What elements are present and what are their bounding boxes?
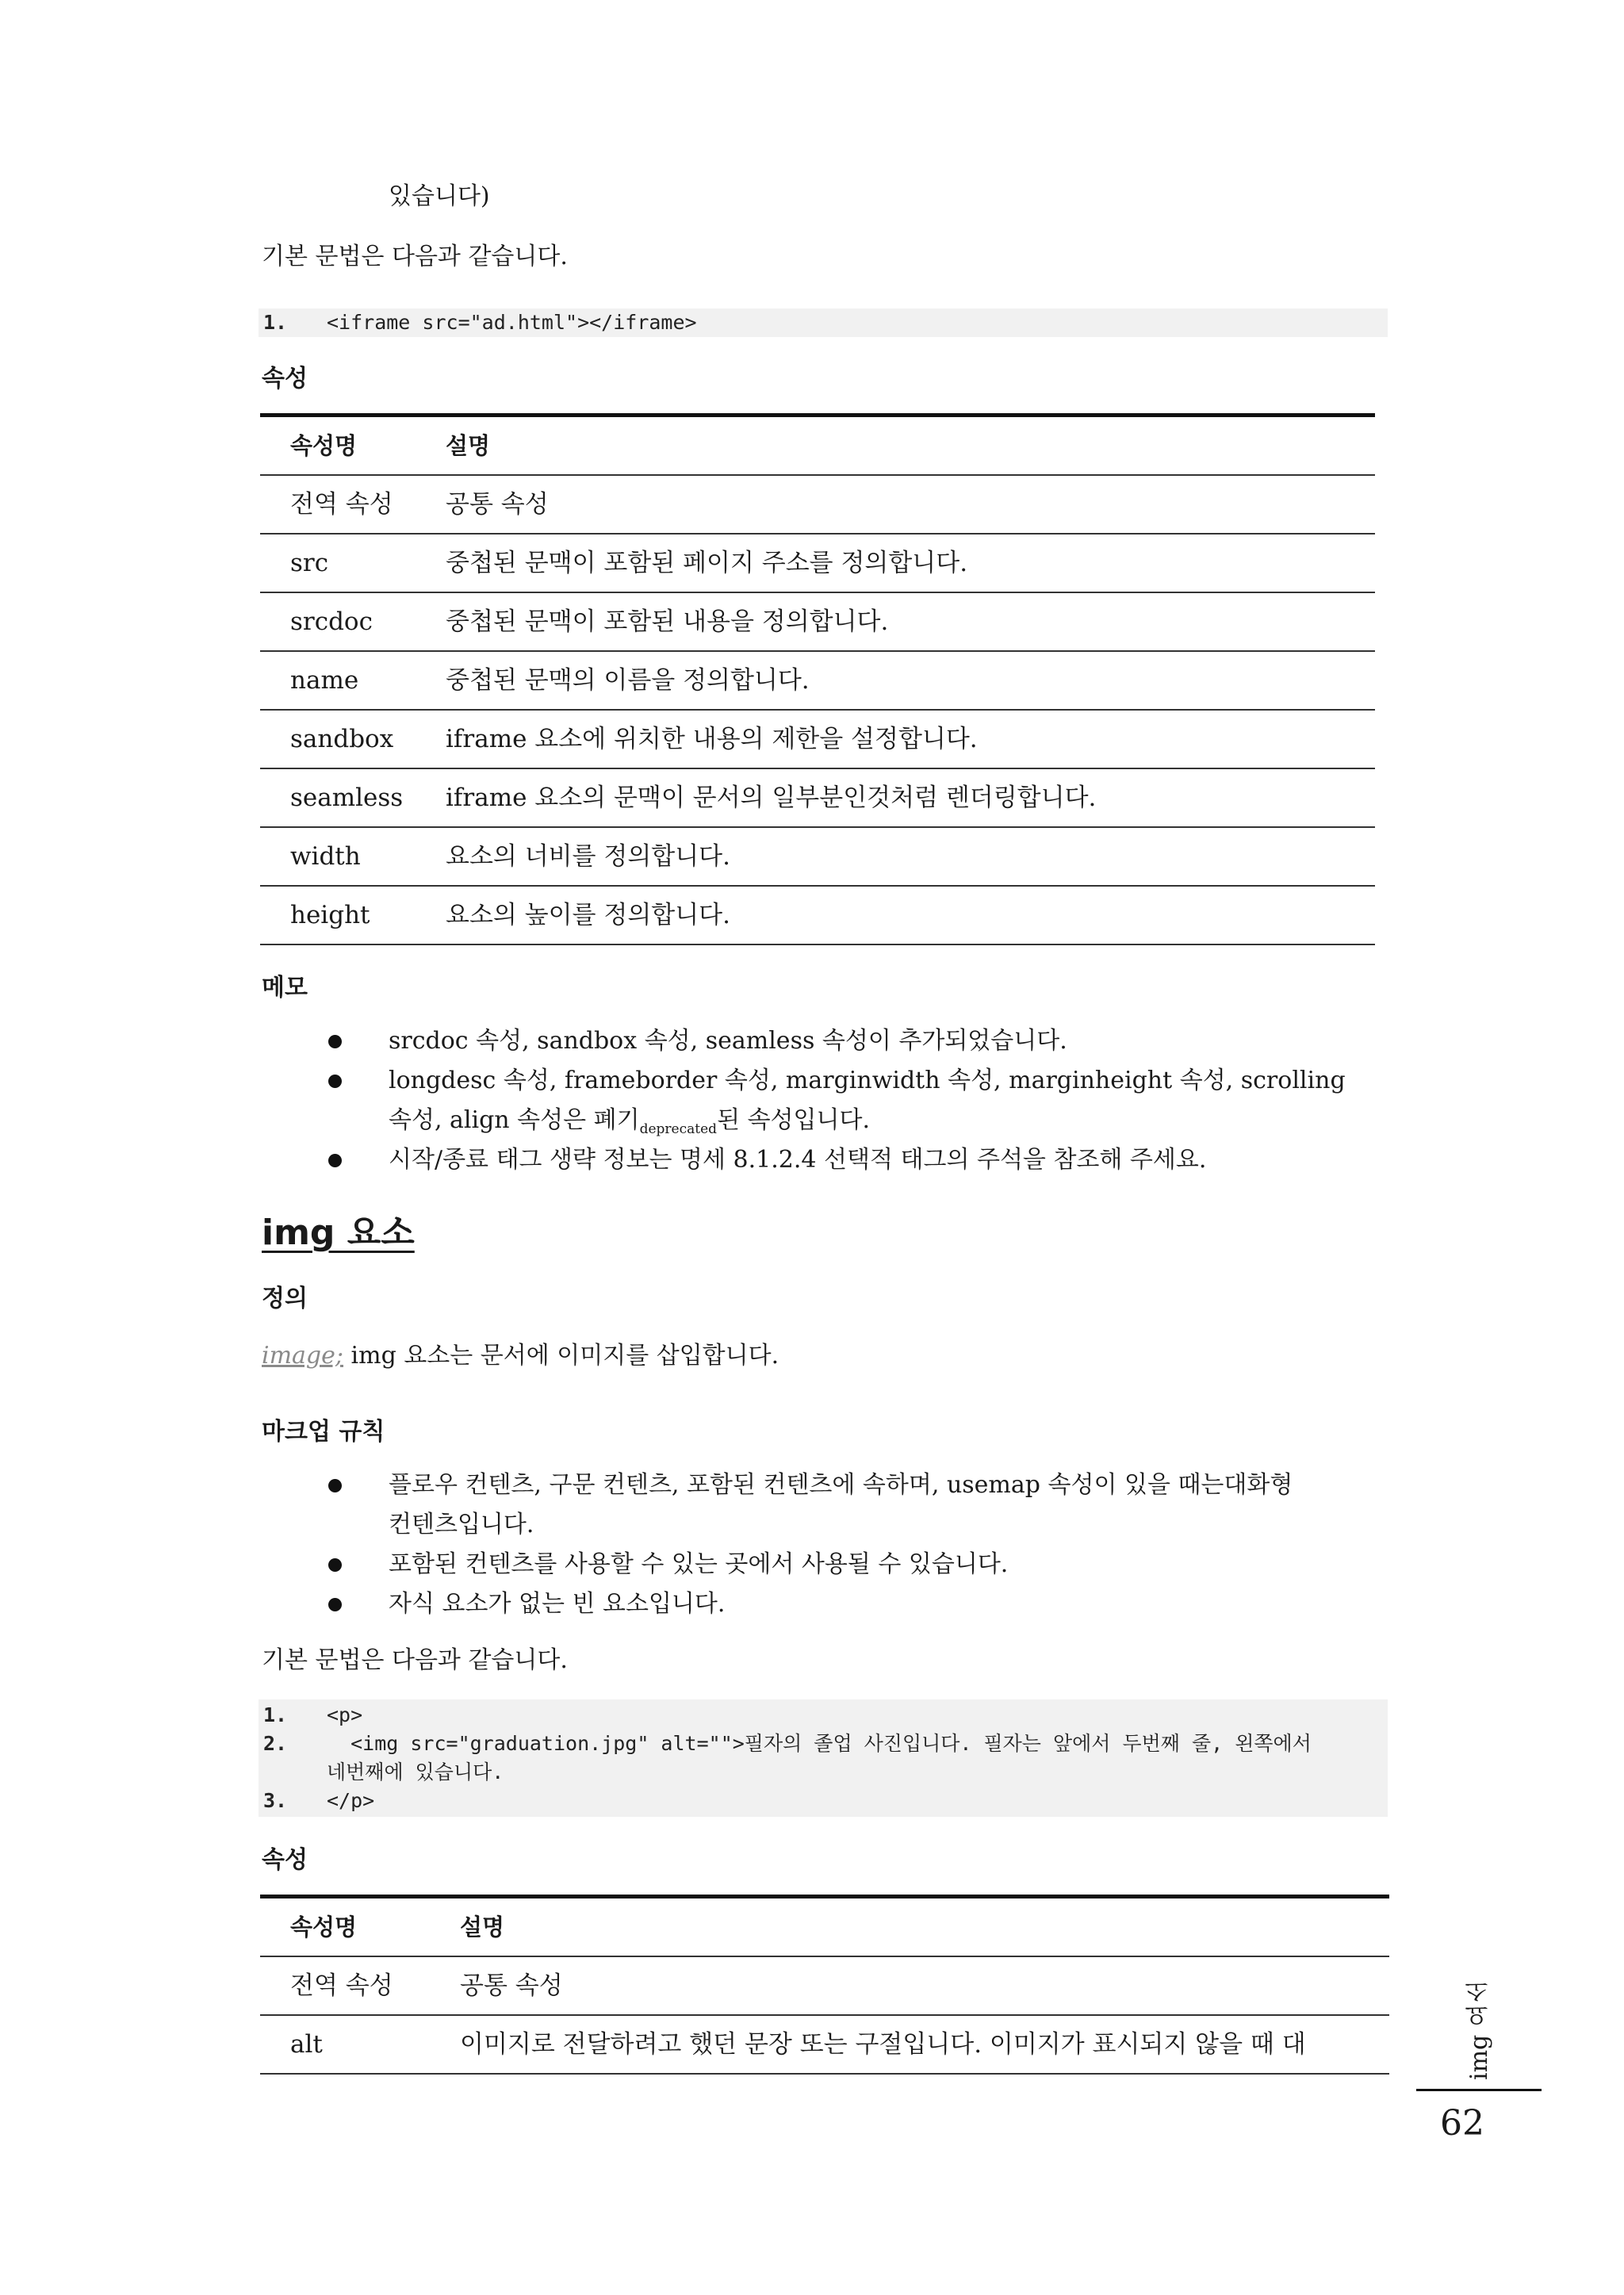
attribute-name: name (290, 666, 359, 695)
iframe-code-block (259, 308, 1388, 337)
code-line-text: 네번째에 있습니다. (327, 1761, 504, 1784)
header-description: 설명 (460, 1914, 505, 1941)
list-item-text: 포함된 컨텐츠를 사용할 수 있는 곳에서 사용될 수 있습니다. (389, 1550, 1009, 1578)
bullet-icon (328, 1479, 342, 1492)
list-item-text: 자식 요소가 없는 빈 요소입니다. (389, 1590, 726, 1618)
attribute-name: height (290, 901, 370, 929)
table-row (260, 1957, 1389, 2016)
definition-term: image; (262, 1342, 343, 1370)
markup-rules-heading: 마크업 규칙 (262, 1418, 385, 1446)
attribute-name: 전역 속성 (290, 1971, 393, 2000)
section-title: img 요소 (262, 1213, 415, 1253)
iframe-attributes-heading: 속성 (262, 365, 308, 393)
text-segment: 된 속성입니다. (717, 1106, 871, 1134)
attribute-description: 요소의 너비를 정의합니다. (446, 842, 730, 871)
bullet-icon (328, 1154, 342, 1167)
definition-text (262, 1339, 779, 1374)
footer-rule (1416, 2089, 1542, 2091)
code-line-number: 3. (263, 1789, 288, 1812)
deprecated-subscript: deprecated (639, 1121, 718, 1137)
code-line-number: 1. (263, 1703, 288, 1726)
table-row (260, 593, 1375, 652)
attribute-name: sandbox (290, 725, 394, 753)
list-item-text: 플로우 컨텐츠, 구문 컨텐츠, 포함된 컨텐츠에 속하며, usemap 속성이 있을 때는대화형 (389, 1471, 1293, 1499)
code-line-number: 1. (263, 311, 288, 334)
continuation-text: 있습니다) (389, 182, 490, 210)
attribute-description: iframe 요소의 문맥이 문서의 일부분인것처럼 렌더링합니다. (446, 784, 1097, 812)
img-attributes-heading: 속성 (262, 1846, 308, 1874)
code-line-text: <iframe src="ad.html"></iframe> (327, 311, 697, 334)
attribute-name: width (290, 842, 361, 871)
list-item-text: longdesc 속성, frameborder 속성, marginwidth 속성, marginheight 속성, scrolling (389, 1067, 1346, 1094)
memo-heading: 메모 (262, 974, 308, 1002)
code-line-number: 2. (263, 1732, 288, 1755)
syntax-label: 기본 문법은 다음과 같습니다. (262, 243, 568, 270)
table-row (260, 711, 1375, 769)
code-line-text: </p> (327, 1789, 375, 1812)
list-item-text: 시작/종료 태그 생략 정보는 명세 8.1.2.4 선택적 태그의 주석을 참조해 주세요. (389, 1146, 1207, 1174)
attribute-description: iframe 요소에 위치한 내용의 제한을 설정합니다. (446, 725, 978, 753)
attribute-name: seamless (290, 784, 404, 812)
attribute-description: 중첩된 문맥의 이름을 정의합니다. (446, 666, 810, 695)
attribute-description: 중첩된 문맥이 포함된 페이지 주소를 정의합니다. (446, 549, 968, 577)
img-code-block (259, 1699, 1388, 1817)
bullet-icon (328, 1598, 342, 1611)
list-item-text-continued: 컨텐츠입니다. (389, 1511, 534, 1538)
header-attribute-name: 속성명 (290, 432, 358, 459)
bullet-icon (328, 1035, 342, 1048)
definition-body: img 요소는 문서에 이미지를 삽입합니다. (343, 1342, 779, 1370)
attribute-name: 전역 속성 (290, 490, 393, 519)
table-row (260, 769, 1375, 828)
bullet-icon (328, 1075, 342, 1088)
table-row (260, 534, 1375, 593)
attribute-name: srcdoc (290, 607, 373, 636)
table-row (260, 887, 1375, 945)
attribute-description: 공통 속성 (460, 1971, 563, 2000)
table-header-row (260, 417, 1375, 476)
attribute-description: 공통 속성 (446, 490, 549, 519)
table-row (260, 476, 1375, 534)
header-attribute-name: 속성명 (290, 1914, 358, 1941)
table-row (260, 652, 1375, 711)
header-description: 설명 (446, 432, 491, 459)
code-line-text: <p> (327, 1703, 363, 1726)
table-row (260, 828, 1375, 887)
syntax-label: 기본 문법은 다음과 같습니다. (262, 1646, 568, 1674)
definition-heading: 정의 (262, 1285, 308, 1312)
bullet-icon (328, 1558, 342, 1572)
attribute-description: 이미지로 전달하려고 했던 문장 또는 구절입니다. 이미지가 표시되지 않을 때 대 (460, 2030, 1306, 2059)
page-number: 62 (1440, 2103, 1484, 2144)
text-segment: 속성, align 속성은 폐기 (389, 1106, 640, 1134)
attribute-description: 중첩된 문맥이 포함된 내용을 정의합니다. (446, 607, 889, 636)
attribute-description: 요소의 높이를 정의합니다. (446, 901, 730, 929)
code-line-text: <img src="graduation.jpg" alt="">필자의 졸업 사진입니다. 필자는 앞에서 두번째 줄, 왼쪽에서 (327, 1732, 1312, 1755)
side-section-label: img 요소 (1465, 1979, 1493, 2081)
list-item-text: srcdoc 속성, sandbox 속성, seamless 속성이 추가되었습니다. (389, 1027, 1067, 1055)
attribute-name: alt (290, 2030, 323, 2059)
attribute-name: src (290, 549, 329, 577)
table-row (260, 2016, 1389, 2075)
table-header-row (260, 1898, 1389, 1957)
